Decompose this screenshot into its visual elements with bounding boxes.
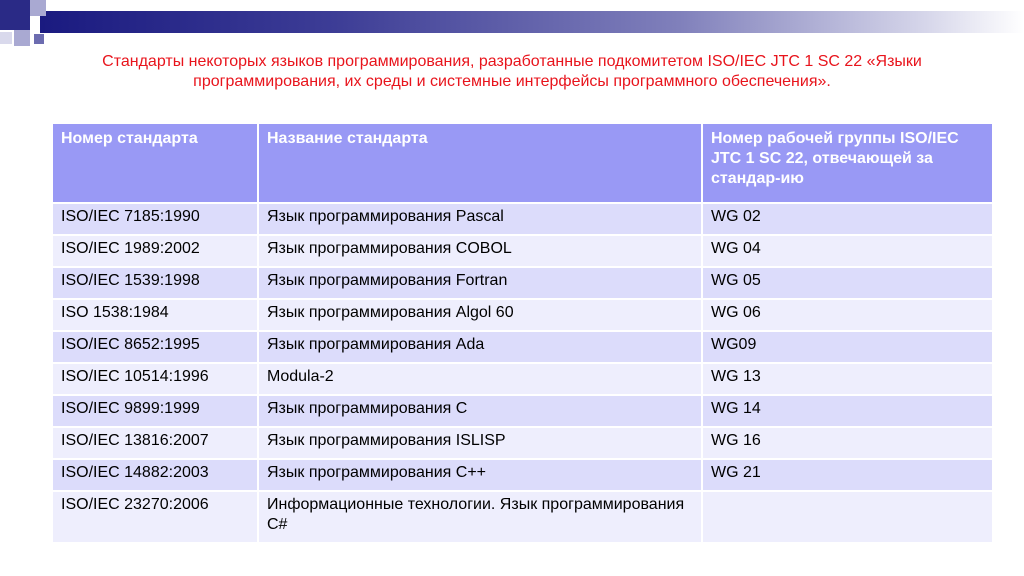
cell-standard-number: ISO/IEC 1539:1998: [52, 267, 258, 299]
table-row: [52, 491, 993, 543]
cell-standard-number: ISO/IEC 23270:2006: [52, 491, 258, 543]
cell-standard-name: Язык программирования Fortran: [258, 267, 702, 299]
table-row: [52, 459, 993, 491]
cell-standard-number: ISO/IEC 7185:1990: [52, 203, 258, 235]
cell-working-group: WG 16: [702, 427, 993, 459]
cell-standard-number: ISO/IEC 13816:2007: [52, 427, 258, 459]
standards-table: [51, 122, 994, 544]
header-standard-number: Номер стандарта: [52, 123, 258, 203]
cell-working-group: WG 05: [702, 267, 993, 299]
table-row: [52, 299, 993, 331]
cell-working-group: WG 13: [702, 363, 993, 395]
cell-working-group: WG 06: [702, 299, 993, 331]
cell-standard-name: Modula-2: [258, 363, 702, 395]
cell-standard-number: ISO/IEC 10514:1996: [52, 363, 258, 395]
cell-standard-name: Язык программирования COBOL: [258, 235, 702, 267]
table-header-row: [52, 123, 993, 203]
cell-standard-name: Язык программирования ISLISP: [258, 427, 702, 459]
decorative-square: [0, 0, 30, 30]
cell-working-group: WG 21: [702, 459, 993, 491]
cell-working-group: WG 02: [702, 203, 993, 235]
header-working-group: Номер рабочей группы ISO/IEC JTC 1 SC 22, отвечающей за стандар-ию: [702, 123, 993, 203]
table-row: [52, 235, 993, 267]
cell-standard-name: Язык программирования C: [258, 395, 702, 427]
table-row: [52, 395, 993, 427]
decorative-top-bar: [40, 11, 1024, 33]
cell-standard-number: ISO/IEC 8652:1995: [52, 331, 258, 363]
decorative-square: [0, 32, 12, 44]
table-row: [52, 203, 993, 235]
cell-standard-name: Язык программирования Ada: [258, 331, 702, 363]
cell-standard-number: ISO/IEC 9899:1999: [52, 395, 258, 427]
table-row: [52, 331, 993, 363]
cell-standard-name: Информационные технологии. Язык программирования C#: [258, 491, 702, 543]
cell-standard-number: ISO/IEC 14882:2003: [52, 459, 258, 491]
cell-standard-name: Язык программирования C++: [258, 459, 702, 491]
decorative-square: [34, 34, 44, 44]
slide-title: Стандарты некоторых языков программирования, разработанные подкомитетом ISO/IEC JTC 1 SC 22 «Языки программирования, их среды и системные интерфейсы программного обеспечения».: [102, 53, 922, 90]
cell-standard-number: ISO/IEC 1989:2002: [52, 235, 258, 267]
cell-standard-name: Язык программирования Pascal: [258, 203, 702, 235]
cell-working-group: [702, 491, 993, 543]
cell-standard-number: ISO 1538:1984: [52, 299, 258, 331]
cell-working-group: WG09: [702, 331, 993, 363]
cell-working-group: WG 14: [702, 395, 993, 427]
cell-standard-name: Язык программирования Algol 60: [258, 299, 702, 331]
table-row: [52, 267, 993, 299]
cell-working-group: WG 04: [702, 235, 993, 267]
decorative-square: [14, 30, 30, 46]
table-row: [52, 363, 993, 395]
header-standard-name: Название стандарта: [258, 123, 702, 203]
table-row: [52, 427, 993, 459]
decorative-square: [30, 0, 46, 16]
